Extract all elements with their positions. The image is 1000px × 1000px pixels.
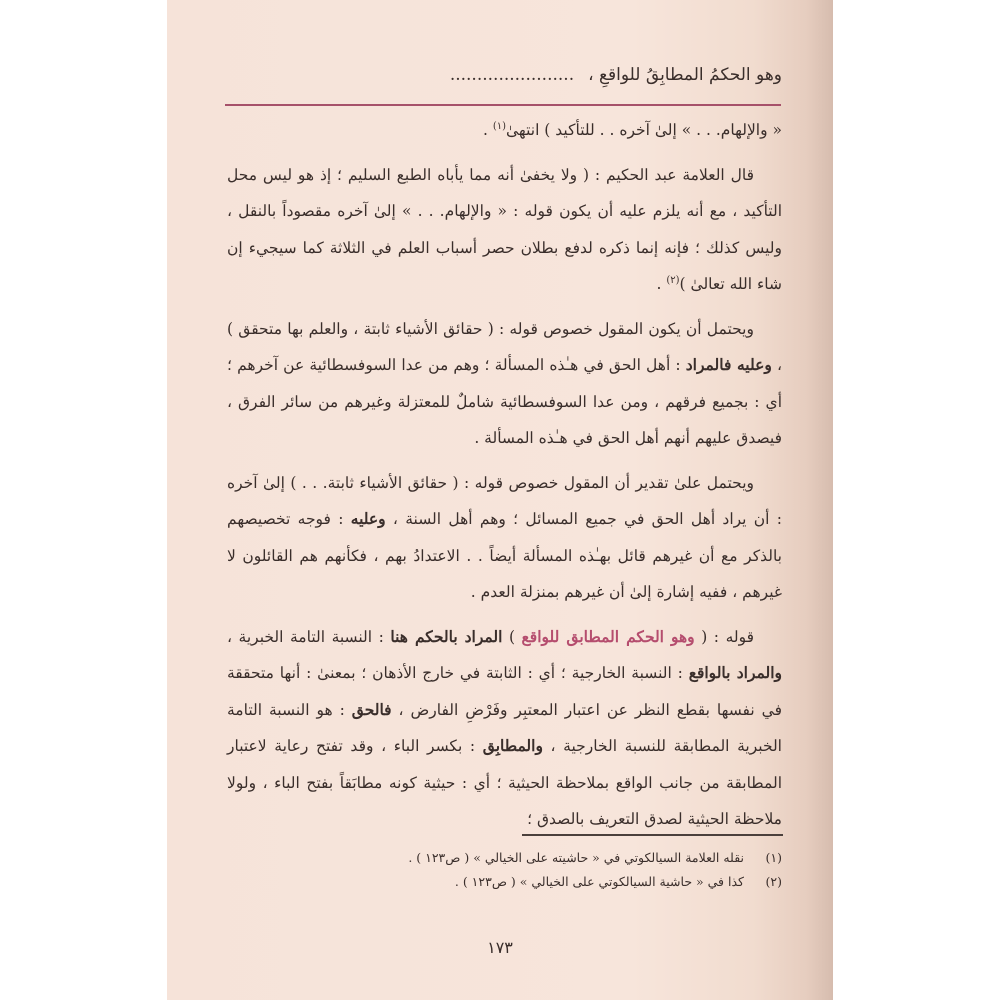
text-segment: . bbox=[656, 275, 667, 293]
text-segment: قوله : ( bbox=[694, 627, 755, 646]
running-head-title: وهو الحكمُ المطابِقُ للواقعِ ، bbox=[588, 65, 782, 85]
footnotes bbox=[227, 846, 782, 894]
running-head bbox=[227, 60, 782, 90]
text-segment: المراد بالحكم هنا bbox=[390, 626, 503, 646]
text-segment: ) bbox=[502, 627, 522, 646]
text-segment: : فوجه تخصيصهم بالذكر مع أن غيرهم قائل بهـٰذه المسألة أيضاً . . الاعتدادُ بهم ، فكأنهم هم القائلون لا غيرهم ، ففيه إشارة إلىٰ أن غيرهم بمنزلة العدم . bbox=[227, 510, 782, 601]
text-segment: والمطابِق bbox=[482, 736, 543, 755]
text-segment: ويحتمل علىٰ تقدير أن المقول خصوص قوله : ( حقائق الأشياء ثابتة. . . ) إلىٰ آخره : أن يراد أهل الحق في جميع المسائل ؛ وهم أهل السنة ، bbox=[227, 473, 782, 528]
text-segment: : النسبة الخارجية ؛ أي : الثابتة في خارج الأذهان ؛ بمعنىٰ : أنها متحققة في نفسها بقطع النظر عن اعتبار المعتبِر وفَرْضِ الفارض ، bbox=[227, 664, 782, 719]
text-segment: : بكسر الباء ، وقد تفتح رعاية لاعتبار المطابقة من جانب الواقع بملاحظة الحيثية ؛ أي : حيثية كونه مطابَقاً بفتح الباء ، ولولا ملاحظة الحيثية لصدق التعريف بالصدق ؛ bbox=[227, 737, 782, 828]
text-segment: : هو النسبة التامة الخبرية المطابقة للنسبة الخارجية ، bbox=[227, 700, 782, 755]
footnote-separator bbox=[522, 834, 783, 836]
paragraph-1 bbox=[227, 112, 782, 149]
running-head-dots: ....................... bbox=[449, 65, 575, 85]
footnote-number: (١) bbox=[765, 850, 782, 865]
text-segment: . bbox=[482, 121, 493, 139]
book-page bbox=[167, 0, 833, 1000]
text-segment: وعليه فالمراد bbox=[685, 355, 772, 374]
text-segment: قال العلامة عبد الحكيم : ( ولا يخفىٰ أنه مما يأباه الطبع السليم ؛ إذ هو ليس محل التأكيد ، مع أنه يلزم عليه أن يكون قوله : « والإلهام. . . » إلىٰ آخره مقصوداً بالنقل ، وليس كذلك ؛ فإنه إنما ذكره لدفع بطلان حصر أسباب العلم في الثلاثة كما سيجيء إن شاء الله تعالىٰ ) bbox=[227, 165, 782, 293]
footnote-2 bbox=[227, 870, 782, 894]
footnote-1 bbox=[227, 846, 782, 870]
text-segment: : النسبة التامة الخبرية ، bbox=[227, 627, 391, 646]
text-segment: وعليه bbox=[350, 509, 386, 528]
paragraph-3 bbox=[227, 311, 782, 457]
text-segment: : أهل الحق في هـٰذه المسألة ؛ وهم من عدا السوفسطائية عن آخرهم ؛ أي : بجميع فرقهم ، ومن عدا السوفسطائية شاملٌ للمعتزلة وغيرهم من سائر الفرق ، فيصدق عليهم أنهم أهل الحق في هـٰذه المسألة . bbox=[227, 356, 782, 447]
footnote-text: نقله العلامة السيالكوتي في « حاشيته على الخيالي » ( ص١٢٣ ) . bbox=[408, 850, 744, 865]
text-segment: فالحق bbox=[351, 699, 392, 719]
text-segment: ويحتمل أن يكون المقول خصوص قوله : ( حقائق الأشياء ثابتة ، والعلم بها متحقق ) ، bbox=[227, 319, 782, 374]
footnote-number: (٢) bbox=[765, 874, 782, 889]
text-segment: والمراد بالواقع bbox=[688, 663, 782, 682]
text-segment: « والإلهام. . . » إلىٰ آخره . . للتأكيد ) انتهىٰ bbox=[506, 121, 782, 139]
footnote-text: كذا في « حاشية السيالكوتي على الخيالي » ( ص١٢٣ ) . bbox=[454, 874, 744, 889]
paragraph-5 bbox=[227, 619, 782, 838]
page-number: ١٧٣ bbox=[487, 938, 513, 957]
footnote-ref: (٢) bbox=[666, 274, 680, 286]
paragraph-4 bbox=[227, 465, 782, 611]
footnote-ref: (١) bbox=[492, 120, 507, 132]
paragraph-2 bbox=[227, 157, 782, 303]
header-rule bbox=[225, 104, 781, 106]
quoted-matn-text: وهو الحكم المطابق للواقع bbox=[521, 626, 695, 646]
body-text bbox=[227, 112, 782, 846]
